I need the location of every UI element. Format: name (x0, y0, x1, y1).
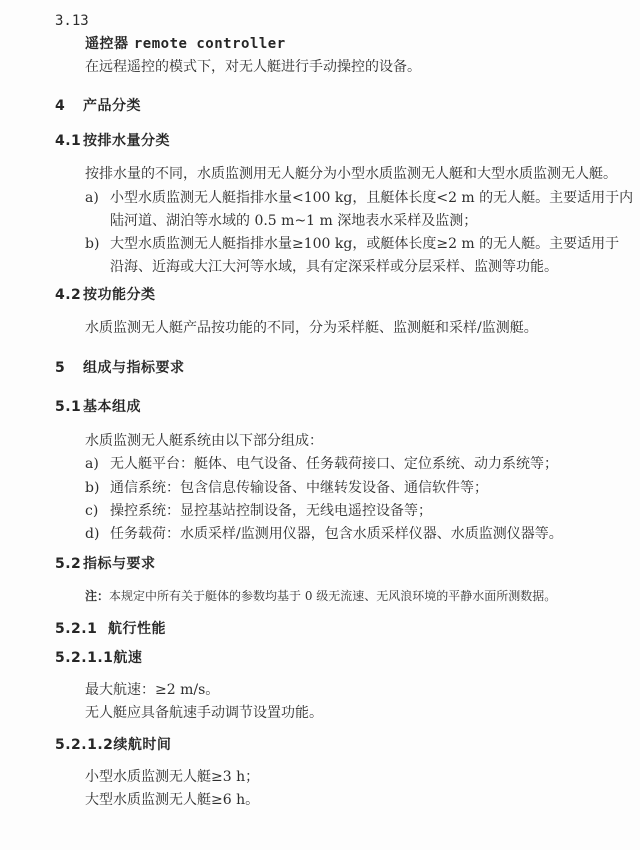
section-5-1-intro: 水质监测无人艇系统由以下部分组成： (85, 433, 323, 449)
list-item-label: a) (85, 190, 99, 206)
list-item-label: b) (85, 236, 100, 252)
endurance-small-requirement: 小型水质监测无人艇≥3 h； (85, 769, 260, 785)
clause-3-13-number: 3.13 (55, 13, 89, 29)
section-4-1-number: 4.1 (55, 133, 82, 149)
section-5-1-number: 5.1 (55, 399, 82, 415)
section-5-2-1-2-number: 5.2.1.2 (55, 737, 114, 753)
list-item-label: a) (85, 456, 99, 472)
note-label: 注： (85, 589, 110, 603)
section-5-2-1-title: 航行性能 (108, 621, 166, 637)
term-definition: 在远程遥控的模式下，对无人艇进行手动操控的设备。 (85, 59, 421, 75)
list-item-label: d) (85, 526, 100, 542)
section-5-2-1-1-heading (55, 650, 142, 668)
term-zh: 遥控器 (85, 36, 129, 52)
list-item-text: 大型水质监测无人艇指排水量≥100 kg，或艇体长度≥2 m 的无人艇。主要适用于 (110, 236, 620, 252)
section-5-title: 组成与指标要求 (83, 360, 185, 376)
section-5-number: 5 (55, 360, 66, 376)
list-item-text: 通信系统：包含信息传输设备、中继转发设备、通信软件等； (110, 480, 488, 496)
section-5-heading (55, 360, 185, 378)
list-item (85, 236, 619, 254)
list-item-continuation: 陆河道、湖泊等水域的 0.5 m~1 m 深地表水采样及监测； (110, 213, 478, 229)
note-text: 本规定中所有关于艇体的参数均基于 0 级无流速、无风浪环境的平静水面所测数据。 (109, 589, 557, 603)
list-item-label: b) (85, 480, 100, 496)
section-4-1-heading (55, 133, 170, 151)
section-5-2-number: 5.2 (55, 556, 82, 572)
list-item-text: 小型水质监测无人艇指排水量<100 kg，且艇体长度<2 m 的无人艇。主要适用于内 (110, 190, 634, 206)
list-item (85, 456, 558, 474)
section-5-2-heading (55, 556, 156, 574)
endurance-large-requirement: 大型水质监测无人艇≥6 h。 (85, 792, 260, 808)
section-4-1-title: 按排水量分类 (83, 133, 170, 149)
list-item (85, 480, 488, 498)
section-5-2-1-number: 5.2.1 (55, 621, 98, 637)
list-item (85, 503, 432, 521)
list-item (85, 190, 633, 208)
list-item (85, 526, 563, 544)
section-4-number: 4 (55, 98, 66, 114)
section-4-heading (55, 98, 141, 116)
section-5-2-1-heading (55, 621, 166, 639)
section-4-2-number: 4.2 (55, 287, 82, 303)
list-item-text: 无人艇平台：艇体、电气设备、任务载荷接口、定位系统、动力系统等； (110, 456, 558, 472)
section-4-title: 产品分类 (83, 98, 141, 114)
section-5-1-title: 基本组成 (83, 399, 141, 415)
section-5-2-1-2-heading (55, 737, 171, 755)
section-4-2-body: 水质监测无人艇产品按功能的不同，分为采样艇、监测艇和采样/监测艇。 (85, 320, 538, 336)
list-item-text: 操控系统：显控基站控制设备，无线电遥控设备等； (110, 503, 432, 519)
max-speed-requirement: 最大航速：≥2 m/s。 (85, 682, 220, 698)
list-item-text: 任务载荷：水质采样/监测用仪器，包含水质采样仪器、水质监测仪器等。 (110, 526, 563, 542)
term-heading (85, 36, 286, 54)
section-5-2-note (85, 589, 556, 604)
section-5-1-heading (55, 399, 141, 417)
section-5-2-1-1-title: 航速 (113, 650, 143, 666)
section-4-2-title: 按功能分类 (83, 287, 156, 303)
section-4-2-heading (55, 287, 156, 305)
list-item-label: c) (85, 503, 99, 519)
section-5-2-1-1-number: 5.2.1.1 (55, 650, 114, 666)
section-4-1-intro: 按排水量的不同，水质监测用无人艇分为小型水质监测无人艇和大型水质监测无人艇。 (85, 166, 617, 182)
speed-adjust-requirement: 无人艇应具备航速手动调节设置功能。 (85, 705, 323, 721)
term-en: remote controller (133, 36, 286, 52)
section-5-2-title: 指标与要求 (83, 556, 156, 572)
section-5-2-1-2-title: 续航时间 (113, 737, 172, 753)
list-item-continuation: 沿海、近海或大江大河等水域，具有定深采样或分层采样、监测等功能。 (110, 259, 558, 275)
